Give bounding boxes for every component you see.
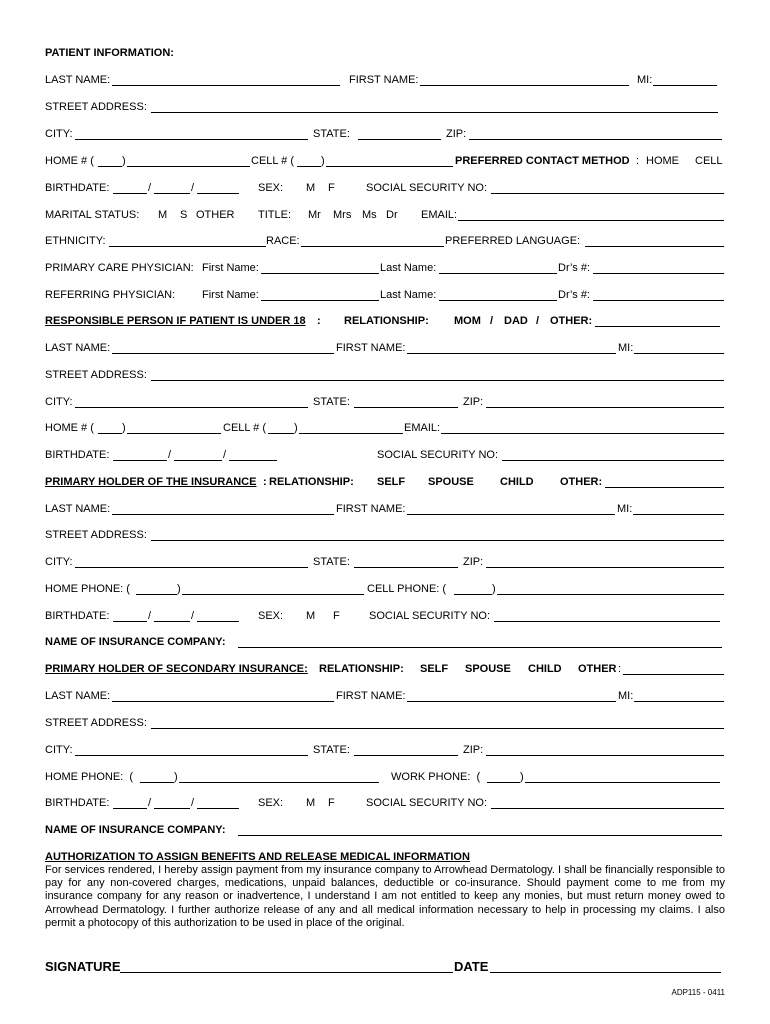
primary-home-phone-field[interactable] xyxy=(182,582,364,595)
date-slash: / xyxy=(191,182,195,194)
ssn-label: SOCIAL SECURITY NO: xyxy=(369,610,491,622)
primary-cell-area-code-field[interactable] xyxy=(454,582,492,595)
primary-holder-heading: PRIMARY HOLDER OF THE INSURANCE xyxy=(45,476,257,488)
pcp-first-name-field[interactable] xyxy=(261,261,379,274)
primary-insurance-company-field[interactable] xyxy=(238,635,722,648)
separator: / xyxy=(490,315,494,327)
responsible-birth-day-field[interactable] xyxy=(174,448,222,461)
paren: ) xyxy=(177,583,181,595)
responsible-cell-phone-field[interactable] xyxy=(299,421,403,434)
title-mrs-option[interactable]: Mrs xyxy=(333,209,352,221)
responsible-cell-area-code-field[interactable] xyxy=(268,421,294,434)
responsible-home-phone-field[interactable] xyxy=(127,421,221,434)
patient-birth-year-field[interactable] xyxy=(197,181,239,194)
city-label: CITY: xyxy=(45,556,73,568)
responsible-state-field[interactable] xyxy=(354,395,458,408)
home-phone-label: HOME # ( xyxy=(45,422,94,434)
secondary-mi-field[interactable] xyxy=(634,689,724,702)
patient-birth-day-field[interactable] xyxy=(154,181,190,194)
ssn-label: SOCIAL SECURITY NO: xyxy=(366,797,488,809)
secondary-insurance-company-field[interactable] xyxy=(238,823,722,836)
date-slash: / xyxy=(168,449,172,461)
secondary-work-area-code-field[interactable] xyxy=(487,770,520,783)
relationship-label: RELATIONSHIP: xyxy=(269,476,354,488)
separator: / xyxy=(536,315,540,327)
responsible-mi-field[interactable] xyxy=(634,341,724,354)
date-label: DATE xyxy=(454,959,489,974)
sex-m-option[interactable]: M xyxy=(306,610,316,622)
primary-company-row xyxy=(45,635,725,649)
first-name-label: FIRST NAME: xyxy=(336,503,406,515)
relationship-child-option[interactable]: CHILD xyxy=(528,663,562,675)
ref-last-name-field[interactable] xyxy=(439,288,557,301)
pcp-dr-number-label: Dr’s #: xyxy=(558,262,590,274)
primary-ssn-field[interactable] xyxy=(494,609,720,622)
pcp-label: PRIMARY CARE PHYSICIAN: xyxy=(45,262,194,274)
cell-phone-label: CELL # ( xyxy=(223,422,267,434)
patient-street-field[interactable] xyxy=(151,100,718,113)
secondary-home-phone-field[interactable] xyxy=(179,770,379,783)
birthdate-label: BIRTHDATE: xyxy=(45,610,110,622)
first-name-label: FIRST NAME: xyxy=(349,74,419,86)
patient-info-heading-row xyxy=(45,46,725,60)
paren: ) xyxy=(294,422,298,434)
work-phone-label: WORK PHONE: ( xyxy=(391,771,481,783)
birthdate-label: BIRTHDATE: xyxy=(45,182,110,194)
patient-city-field[interactable] xyxy=(75,127,308,140)
state-label: STATE: xyxy=(313,128,350,140)
paren: ) xyxy=(122,155,126,167)
secondary-birth-row xyxy=(45,796,725,810)
relationship-spouse-option[interactable]: SPOUSE xyxy=(465,663,511,675)
responsible-zip-field[interactable] xyxy=(486,395,724,408)
paren: ) xyxy=(520,771,524,783)
date-slash: / xyxy=(223,449,227,461)
authorization-heading-row xyxy=(45,850,725,864)
patient-info-heading: PATIENT INFORMATION: xyxy=(45,47,174,59)
patient-mi-field[interactable] xyxy=(653,73,717,86)
preferred-contact-label: PREFERRED CONTACT METHOD xyxy=(455,155,630,167)
secondary-other-field[interactable] xyxy=(623,662,724,675)
signature-date-field[interactable] xyxy=(490,958,721,973)
title-ms-option[interactable]: Ms xyxy=(362,209,377,221)
last-name-label: LAST NAME: xyxy=(45,690,111,702)
preferred-cell-option[interactable]: CELL xyxy=(695,155,723,167)
primary-first-name-field[interactable] xyxy=(407,502,615,515)
patient-zip-field[interactable] xyxy=(469,127,722,140)
secondary-birth-year-field[interactable] xyxy=(197,796,239,809)
title-label: TITLE: xyxy=(258,209,292,221)
colon: : xyxy=(317,315,321,327)
mi-label: MI: xyxy=(618,690,634,702)
authorization-heading: AUTHORIZATION TO ASSIGN BENEFITS AND RELEASE MEDICAL INFORMATION xyxy=(45,851,470,863)
responsible-heading: RESPONSIBLE PERSON IF PATIENT IS UNDER 18 xyxy=(45,315,306,327)
patient-last-name-field[interactable] xyxy=(112,73,340,86)
street-address-label: STREET ADDRESS: xyxy=(45,369,147,381)
secondary-street-field[interactable] xyxy=(151,716,724,729)
date-slash: / xyxy=(148,797,152,809)
form-code: ADP115 - 0411 xyxy=(671,988,725,997)
sex-f-option[interactable]: F xyxy=(328,182,335,194)
responsible-last-name-field[interactable] xyxy=(112,341,334,354)
secondary-home-area-code-field[interactable] xyxy=(140,770,174,783)
cell-phone-label: CELL # ( xyxy=(251,155,295,167)
patient-name-row xyxy=(45,73,725,87)
date-slash: / xyxy=(148,610,152,622)
secondary-holder-heading: PRIMARY HOLDER OF SECONDARY INSURANCE: xyxy=(45,663,308,675)
responsible-street-field[interactable] xyxy=(151,368,724,381)
city-label: CITY: xyxy=(45,396,73,408)
relationship-child-option[interactable]: CHILD xyxy=(500,476,534,488)
primary-state-field[interactable] xyxy=(354,555,458,568)
relationship-spouse-option[interactable]: SPOUSE xyxy=(428,476,474,488)
paren: ) xyxy=(174,771,178,783)
sex-m-option[interactable]: M xyxy=(306,797,316,809)
pcp-last-name-label: Last Name: xyxy=(380,262,437,274)
patient-home-area-code-field[interactable] xyxy=(98,154,122,167)
responsible-first-name-field[interactable] xyxy=(407,341,616,354)
primary-home-area-code-field[interactable] xyxy=(136,582,177,595)
patient-phone-row xyxy=(45,154,725,168)
marital-status-label: MARITAL STATUS: xyxy=(45,209,140,221)
home-phone-label: HOME # ( xyxy=(45,155,94,167)
race-label: RACE: xyxy=(266,235,300,247)
cell-phone-label: CELL PHONE: ( xyxy=(367,583,447,595)
primary-street-field[interactable] xyxy=(151,528,724,541)
home-phone-label: HOME PHONE: ( xyxy=(45,583,130,595)
marital-m-option[interactable]: M xyxy=(158,209,168,221)
patient-first-name-field[interactable] xyxy=(420,73,629,86)
responsible-heading-row xyxy=(45,314,725,328)
secondary-heading-row xyxy=(45,662,725,676)
secondary-last-name-field[interactable] xyxy=(112,689,334,702)
patient-birth-row xyxy=(45,181,725,195)
birthdate-label: BIRTHDATE: xyxy=(45,797,110,809)
zip-label: ZIP: xyxy=(446,128,467,140)
state-label: STATE: xyxy=(313,556,350,568)
city-label: CITY: xyxy=(45,128,73,140)
preferred-home-option[interactable]: HOME xyxy=(646,155,679,167)
last-name-label: LAST NAME: xyxy=(45,342,111,354)
home-phone-label: HOME PHONE: ( xyxy=(45,771,134,783)
mi-label: MI: xyxy=(618,342,634,354)
secondary-birth-day-field[interactable] xyxy=(154,796,190,809)
zip-label: ZIP: xyxy=(463,556,484,568)
relationship-other-label: OTHER xyxy=(578,663,617,675)
responsible-phone-row xyxy=(45,421,725,435)
patient-cell-area-code-field[interactable] xyxy=(297,154,321,167)
primary-cell-phone-field[interactable] xyxy=(497,582,724,595)
referring-row xyxy=(45,288,725,302)
street-address-label: STREET ADDRESS: xyxy=(45,101,147,113)
email-label: EMAIL: xyxy=(404,422,441,434)
state-label: STATE: xyxy=(313,396,350,408)
patient-cell-phone-field[interactable] xyxy=(326,154,453,167)
ref-last-name-label: Last Name: xyxy=(380,289,437,301)
signature-row xyxy=(45,958,725,976)
zip-label: ZIP: xyxy=(463,744,484,756)
city-label: CITY: xyxy=(45,744,73,756)
street-address-label: STREET ADDRESS: xyxy=(45,717,147,729)
colon: : xyxy=(636,155,640,167)
patient-ethnicity-field[interactable] xyxy=(109,234,266,247)
preferred-language-label: PREFERRED LANGUAGE: xyxy=(445,235,581,247)
date-slash: / xyxy=(148,182,152,194)
patient-home-phone-field[interactable] xyxy=(127,154,250,167)
secondary-street-row xyxy=(45,716,725,730)
patient-state-field[interactable] xyxy=(358,127,441,140)
birthdate-label: BIRTHDATE: xyxy=(45,449,110,461)
responsible-other-field[interactable] xyxy=(595,314,720,327)
marital-s-option[interactable]: S xyxy=(180,209,188,221)
ref-dr-number-label: Dr’s #: xyxy=(558,289,590,301)
patient-ethnicity-row xyxy=(45,234,725,248)
patient-street-row xyxy=(45,100,725,114)
patient-city-row xyxy=(45,127,725,141)
responsible-email-field[interactable] xyxy=(441,421,724,434)
date-slash: / xyxy=(191,797,195,809)
primary-city-field[interactable] xyxy=(75,555,308,568)
pcp-first-name-label: First Name: xyxy=(202,262,259,274)
patient-birth-month-field[interactable] xyxy=(113,181,147,194)
relationship-label: RELATIONSHIP: xyxy=(344,315,429,327)
secondary-zip-field[interactable] xyxy=(486,743,724,756)
pcp-last-name-field[interactable] xyxy=(439,261,557,274)
responsible-ssn-field[interactable] xyxy=(502,448,724,461)
title-mr-option[interactable]: Mr xyxy=(308,209,321,221)
patient-ssn-field[interactable] xyxy=(491,181,724,194)
email-label: EMAIL: xyxy=(421,209,458,221)
secondary-name-row xyxy=(45,689,725,703)
secondary-phone-row xyxy=(45,770,725,784)
ssn-label: SOCIAL SECURITY NO: xyxy=(377,449,499,461)
ref-dr-number-field[interactable] xyxy=(593,288,724,301)
insurance-company-label: NAME OF INSURANCE COMPANY: xyxy=(45,636,226,648)
signature-label: SIGNATURE xyxy=(45,959,121,974)
secondary-ssn-field[interactable] xyxy=(491,796,724,809)
sex-f-option[interactable]: F xyxy=(328,797,335,809)
primary-mi-field[interactable] xyxy=(633,502,724,515)
secondary-work-phone-field[interactable] xyxy=(525,770,720,783)
first-name-label: FIRST NAME: xyxy=(336,690,406,702)
date-slash: / xyxy=(191,610,195,622)
pcp-row xyxy=(45,261,725,275)
street-address-label: STREET ADDRESS: xyxy=(45,529,147,541)
responsible-city-row xyxy=(45,395,725,409)
authorization-text: For services rendered, I hereby assign payment from my insurance company to Arrowhead Dermatology. I shall be financially responsible to pay for any non-covered charges, medications, unpaid balances, deductible or co-insurance. Should payment come to me from my insurance company for any reason or inadvertence, I understand I am not entitled to keep any monies, but must return money owed to Arrowhead Dermatology. I further authorize release of any and all medical information necessary to help in processing my claims. I also permit a photocopy of this authorization to be used in place of the original. xyxy=(45,864,725,929)
responsible-street-row xyxy=(45,368,725,382)
sex-label: SEX: xyxy=(258,182,284,194)
marital-other-option[interactable]: OTHER xyxy=(196,209,235,221)
primary-last-name-field[interactable] xyxy=(112,502,334,515)
sex-f-option[interactable]: F xyxy=(333,610,340,622)
title-dr-option[interactable]: Dr xyxy=(386,209,398,221)
sex-label: SEX: xyxy=(258,797,284,809)
sex-label: SEX: xyxy=(258,610,284,622)
last-name-label: LAST NAME: xyxy=(45,503,111,515)
signature-field[interactable] xyxy=(120,958,453,973)
secondary-birth-month-field[interactable] xyxy=(113,796,147,809)
secondary-company-row xyxy=(45,823,725,837)
last-name-label: LAST NAME: xyxy=(45,74,111,86)
primary-other-field[interactable] xyxy=(605,475,724,488)
state-label: STATE: xyxy=(313,744,350,756)
ref-first-name-label: First Name: xyxy=(202,289,259,301)
patient-email-field[interactable] xyxy=(458,208,724,221)
relationship-self-option[interactable]: SELF xyxy=(420,663,449,675)
relationship-other-label: OTHER: xyxy=(560,476,603,488)
referring-label: REFERRING PHYSICIAN: xyxy=(45,289,176,301)
primary-zip-field[interactable] xyxy=(486,555,724,568)
paren: ) xyxy=(122,422,126,434)
secondary-first-name-field[interactable] xyxy=(407,689,616,702)
relationship-dad-option[interactable]: DAD xyxy=(504,315,528,327)
zip-label: ZIP: xyxy=(463,396,484,408)
relationship-self-option[interactable]: SELF xyxy=(377,476,406,488)
paren: ) xyxy=(321,155,325,167)
mi-label: MI: xyxy=(637,74,653,86)
paren: ) xyxy=(492,583,496,595)
primary-street-row xyxy=(45,528,725,542)
colon: : xyxy=(618,663,622,675)
colon: : xyxy=(263,476,267,488)
primary-name-row xyxy=(45,502,725,516)
relationship-label: RELATIONSHIP: xyxy=(319,663,404,675)
pcp-dr-number-field[interactable] xyxy=(593,261,724,274)
relationship-other-label: OTHER: xyxy=(550,315,593,327)
secondary-state-field[interactable] xyxy=(354,743,458,756)
patient-marital-row xyxy=(45,208,725,222)
ref-first-name-field[interactable] xyxy=(261,288,379,301)
secondary-city-row xyxy=(45,743,725,757)
primary-birth-day-field[interactable] xyxy=(154,609,190,622)
patient-language-field[interactable] xyxy=(585,234,724,247)
first-name-label: FIRST NAME: xyxy=(336,342,406,354)
patient-race-field[interactable] xyxy=(301,234,444,247)
primary-birth-month-field[interactable] xyxy=(113,609,147,622)
responsible-home-area-code-field[interactable] xyxy=(98,421,122,434)
primary-birth-row xyxy=(45,609,725,623)
responsible-birth-row xyxy=(45,448,725,462)
primary-city-row xyxy=(45,555,725,569)
responsible-birth-month-field[interactable] xyxy=(113,448,167,461)
sex-m-option[interactable]: M xyxy=(306,182,316,194)
primary-heading-row xyxy=(45,475,725,489)
relationship-mom-option[interactable]: MOM xyxy=(454,315,481,327)
mi-label: MI: xyxy=(617,503,633,515)
responsible-city-field[interactable] xyxy=(75,395,308,408)
responsible-name-row xyxy=(45,341,725,355)
insurance-company-label: NAME OF INSURANCE COMPANY: xyxy=(45,824,226,836)
ssn-label: SOCIAL SECURITY NO: xyxy=(366,182,488,194)
responsible-birth-year-field[interactable] xyxy=(229,448,277,461)
primary-phone-row xyxy=(45,582,725,596)
secondary-city-field[interactable] xyxy=(75,743,308,756)
primary-birth-year-field[interactable] xyxy=(197,609,239,622)
ethnicity-label: ETHNICITY: xyxy=(45,235,106,247)
